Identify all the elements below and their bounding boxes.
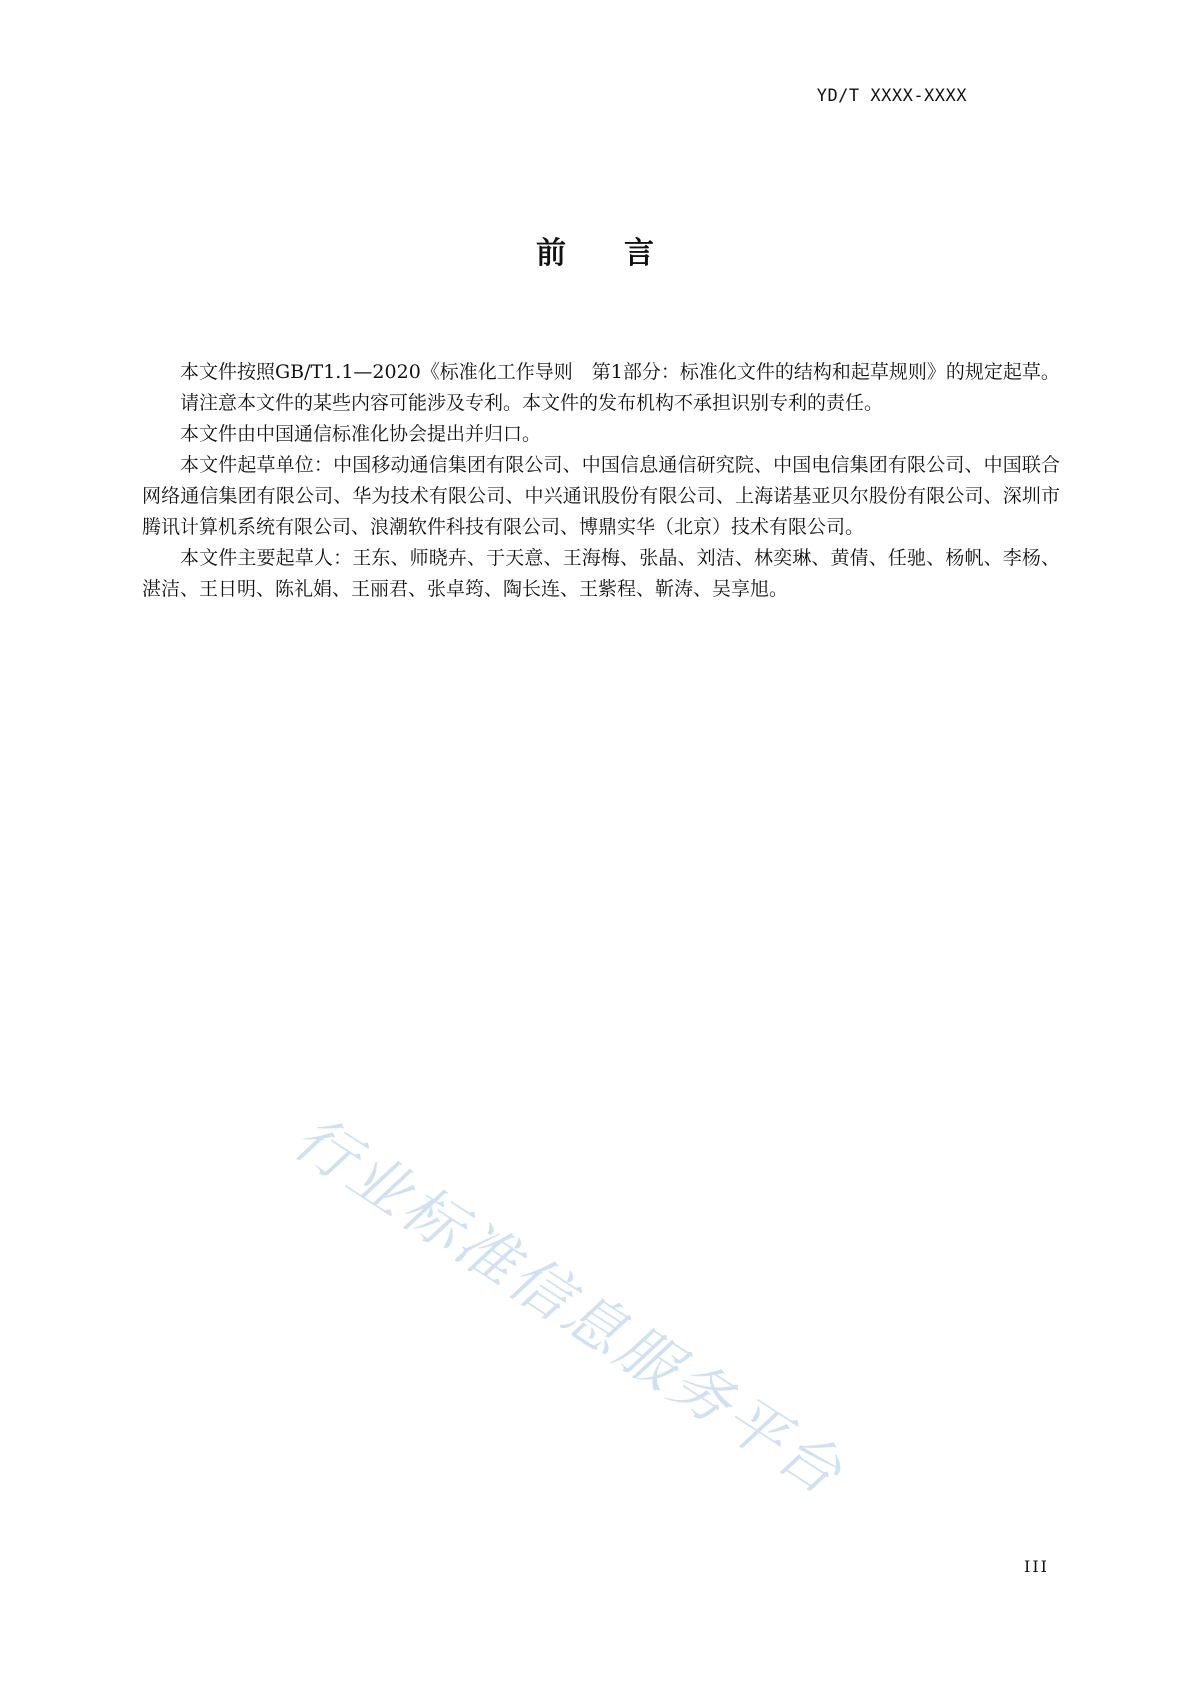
document-code: YD/T XXXX-XXXX [816, 86, 967, 106]
foreword-body [142, 357, 1060, 605]
paragraph-main-drafters: 本文件主要起草人：王东、师晓卉、于天意、王海梅、张晶、刘洁、林奕琳、黄倩、任驰、杨帆、李杨、湛洁、王日明、陈礼娟、王丽君、张卓筠、陶长连、王紫程、靳涛、吴享旭。 [142, 547, 1060, 600]
watermark: 行业标准信息服务平台 [281, 1102, 857, 1511]
paragraph-proposer: 本文件由中国通信标准化协会提出并归口。 [180, 423, 542, 445]
paragraph-patent-notice: 请注意本文件的某些内容可能涉及专利。本文件的发布机构不承担识别专利的责任。 [180, 392, 884, 414]
page-title: 前言 [536, 236, 712, 271]
paragraph-drafting-units: 本文件起草单位：中国移动通信集团有限公司、中国信息通信研究院、中国电信集团有限公司、中国联合网络通信集团有限公司、华为技术有限公司、中兴通讯股份有限公司、上海诺基亚贝尔股份有限公司、深圳市腾讯计算机系统有限公司、浪潮软件科技有限公司、博鼎实华（北京）技术有限公司。 [142, 454, 1060, 538]
paragraph-drafting-rules: 本文件按照GB/T1.1—2020《标准化工作导则 第1部分：标准化文件的结构和起草规则》的规定起草。 [180, 361, 1060, 383]
page-number: III [1024, 1557, 1049, 1576]
